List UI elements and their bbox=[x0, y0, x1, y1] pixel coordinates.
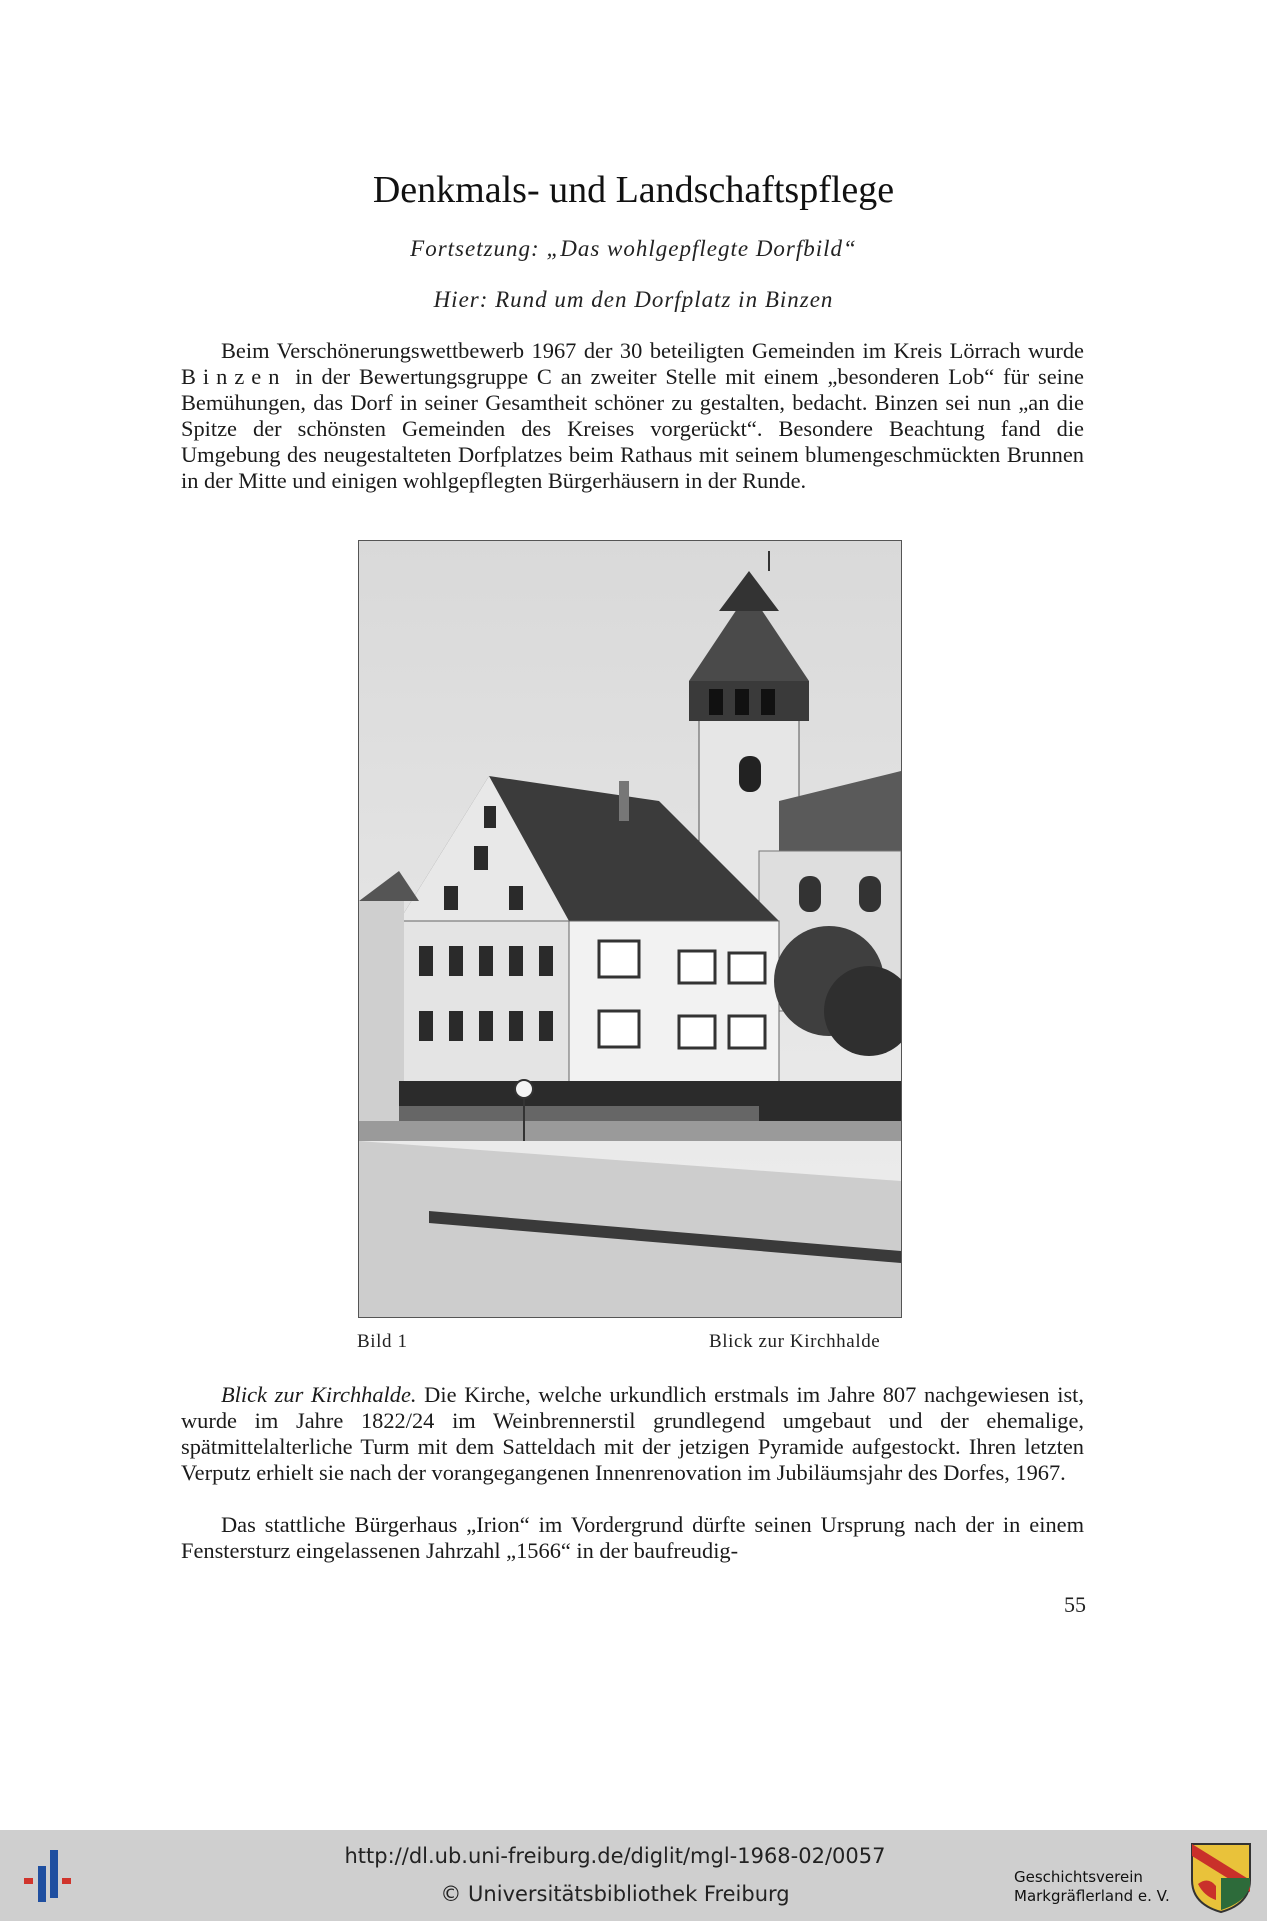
ub-freiburg-logo-icon bbox=[16, 1842, 86, 1912]
footer-organization bbox=[1014, 1868, 1184, 1906]
subtitle-topic: Hier: Rund um den Dorfplatz in Binzen bbox=[433, 287, 834, 312]
paragraph-house: Das stattliche Bürgerhaus „Irion“ im Vordergrund dürfte seinen Ursprung nach der in einem Fenstersturz eingelassenen Jahrzahl „1566“ in der baufreudig- bbox=[181, 1512, 1084, 1563]
page-number: 55 bbox=[1064, 1592, 1086, 1617]
subtitle-continuation: Fortsetzung: „Das wohlgepflegte Dorfbild“ bbox=[410, 236, 857, 261]
spaced-place-name: Binzen bbox=[181, 364, 287, 389]
church-photo bbox=[358, 540, 902, 1318]
paragraph-church-lead: Blick zur Kirchhalde. bbox=[221, 1382, 417, 1407]
footer-bar bbox=[0, 1830, 1267, 1921]
coat-of-arms-icon bbox=[1188, 1840, 1254, 1914]
paragraph-intro bbox=[181, 338, 1084, 494]
page-title: Denkmals- und Landschaftspflege bbox=[372, 169, 895, 211]
paragraph-church bbox=[181, 1382, 1084, 1486]
footer-url-link[interactable]: http://dl.ub.uni-freiburg.de/diglit/mgl-1968-02/0057 bbox=[344, 1844, 886, 1868]
caption-figure-title: Blick zur Kirchhalde bbox=[709, 1331, 881, 1352]
caption-figure-number: Bild 1 bbox=[357, 1331, 408, 1352]
paragraph-intro-start: Beim Verschönerungswettbewerb 1967 der 30 beteiligten Gemeinden im Kreis Lörrach wurde bbox=[221, 338, 1084, 363]
church-photo-illustration bbox=[359, 541, 901, 1317]
paragraph-intro-end: in der Bewertungsgruppe C an zweiter Stelle mit einem „besonderen Lob“ für seine Bemühungen, das Dorf in seiner Gesamtheit schöner zu gestalten, bedacht. Binzen sei nun „an die Spitze der schönsten Gemeinden des Kreises vorgerückt“. Besondere Beachtung fand die Umgebung des neugestalteten Dorfplatzes beim Rathaus mit seinem blumengeschmückten Brunnen in der Mitte und einigen wohlgepflegten Bürgerhäusern in der Runde. bbox=[181, 364, 1084, 493]
footer-org-line-2: Markgräflerland e. V. bbox=[1014, 1887, 1170, 1905]
footer-org-line-1: Geschichtsverein bbox=[1014, 1868, 1143, 1886]
footer-copyright: © Universitätsbibliothek Freiburg bbox=[440, 1882, 790, 1906]
paragraph-church-body: Die Kirche, welche urkundlich erstmals im Jahre 807 nachgewiesen ist, wurde im Jahre 1822/24 im Weinbrennerstil grundlegend umgebaut und der ehemalige, spätmittelalterliche Turm mit dem Satteldach mit der jetzigen Pyramide aufgestockt. Ihren letzten Verputz erhielt sie nach der vorangegangenen Innenrenovation im Jubiläumsjahr des Dorfes, 1967. bbox=[181, 1382, 1084, 1485]
